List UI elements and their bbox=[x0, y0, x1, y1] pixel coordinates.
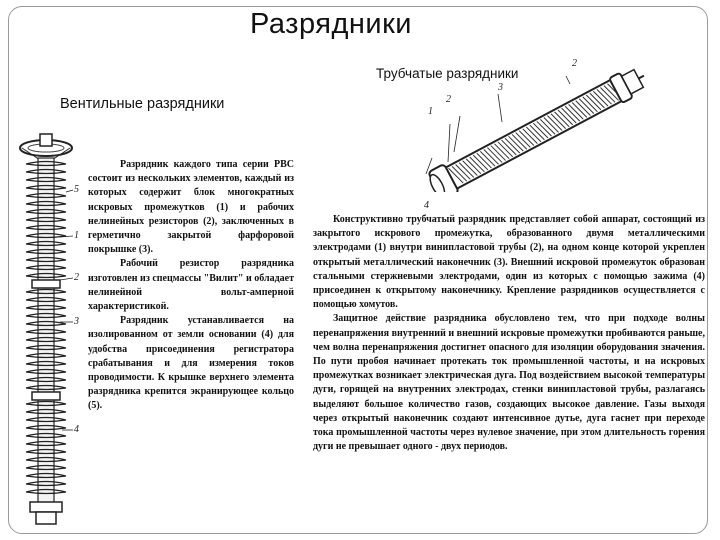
tubular-label-2: 2 bbox=[446, 94, 451, 105]
valve-paragraph: Разрядник каждого типа серии РВС состоит из нескольких элементов, каждый из которых содержит блок многократных искровых промежутков (1) и рабочих нелинейных резисторов (2), заключенных в герметично закрытой фарфоровой покрышке (3). bbox=[88, 159, 294, 256]
valve-arrester-description bbox=[88, 158, 294, 414]
tubular-paragraph: Конструктивно трубчатый разрядник представляет собой аппарат, состоящий из закрытого искрового промежутка, образованного двумя металлическими электродами (1) внутри винипластовой трубы (2), на одном конце которой укреплен открытый металлический наконечник (3). Внешний искровой промежуток образован стальными стержневыми электродами, один из которых с помощью зажима (4) присоединен к открытому наконечнику. Крепление разрядников осуществляется с помощью хомутов. bbox=[313, 214, 705, 311]
valve-label-2: 2 bbox=[74, 272, 79, 283]
tubular-label-3: 3 bbox=[498, 82, 503, 93]
valve-label-3: 3 bbox=[74, 316, 79, 327]
valve-arrester-heading: Вентильные разрядники bbox=[60, 96, 225, 112]
valve-paragraph: Разрядник устанавливается на изолированном от земли основании (4) для удобства присоединения регистратора срабатывания и для измерения токов проводимости. К крышке верхнего элемента разрядника крепится экранирующее кольцо (5). bbox=[88, 315, 294, 412]
valve-arrester-drawing bbox=[16, 130, 76, 530]
tubular-arrester-heading: Трубчатые разрядники bbox=[376, 66, 519, 81]
valve-label-1: 1 bbox=[74, 230, 79, 241]
tubular-arrester-description bbox=[313, 213, 705, 454]
valve-label-4: 4 bbox=[74, 424, 79, 435]
tubular-label-1: 1 bbox=[428, 106, 433, 117]
tubular-label-2b: 2 bbox=[572, 58, 577, 69]
page-title: Разрядники bbox=[250, 8, 413, 40]
tubular-paragraph: Защитное действие разрядника обусловлено тем, что при подходе волны перенапряжения внутренний и внешний искровые промежутки пробиваются раньше, чем волна перенапряжения достигнет опасного для изоляции оборудования значения. По пути пробоя начинает протекать ток промышленной частоты, и на искровых промежутках возникает электрическая дуга. Под воздействием высокой температуры дуги, горящей на внутренних электродах, стенки винипластовой трубы, разлагаясь выделяют большое количество газов, создающих высокое давление. Газы выходя через открытый наконечник создают интенсивное дутье, дуга гаснет при переходе тока промышленной частоты через нулевое значение, при этом длительность горения дуги не превышает одного - двух периодов. bbox=[313, 313, 705, 453]
tubular-arrester-drawing bbox=[418, 62, 658, 192]
valve-label-5: 5 bbox=[74, 184, 79, 195]
tubular-label-4: 4 bbox=[424, 200, 429, 211]
valve-paragraph: Рабочий резистор разрядника изготовлен из спецмассы "Вилит" и обладает нелинейной вольт-амперной характеристикой. bbox=[88, 258, 295, 313]
